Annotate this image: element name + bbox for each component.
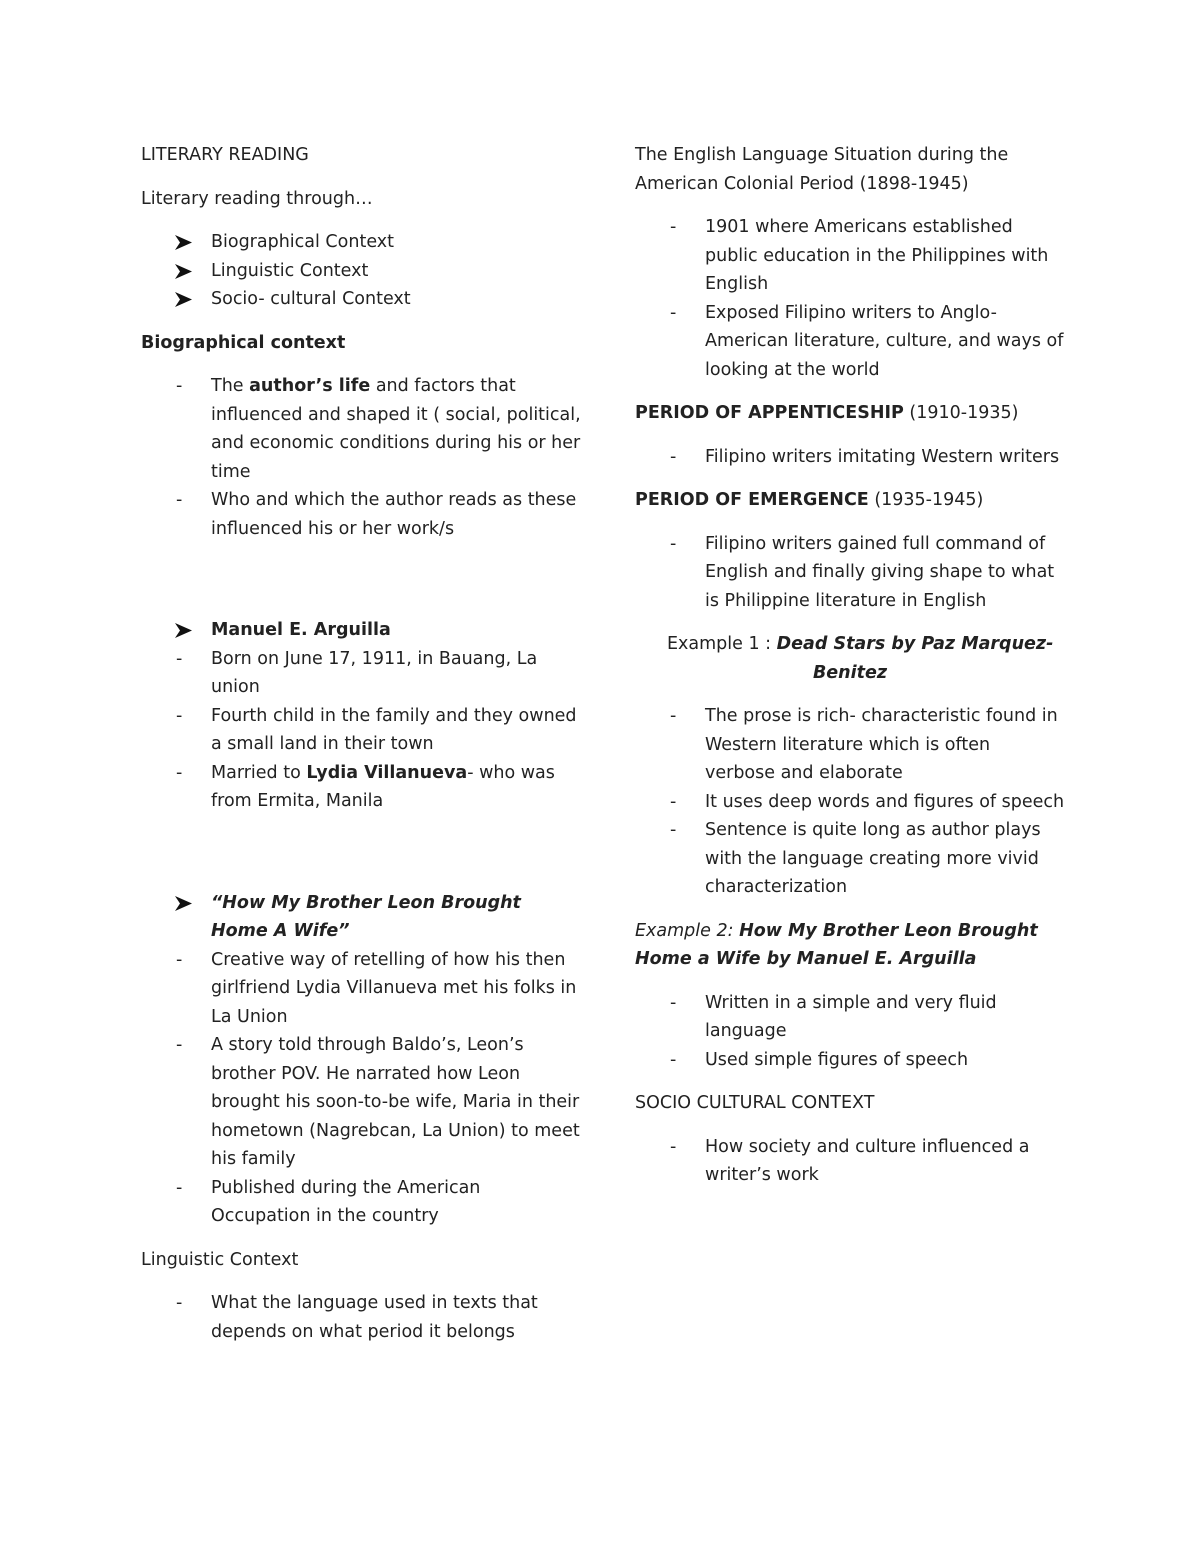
document-title: LITERARY READING: [141, 145, 309, 165]
dash-bullet: -: [176, 762, 183, 783]
author-list: [141, 645, 581, 816]
english-list: [635, 213, 1065, 384]
list-item: Biographical Context: [141, 228, 581, 257]
list-item: - 1901 where Americans established public education in the Philippines with English: [635, 213, 1065, 299]
spacer: [141, 558, 581, 616]
dash-bullet: -: [176, 949, 183, 970]
dash-bullet: -: [670, 1136, 677, 1157]
linguistic-list: [141, 1289, 581, 1346]
list-item: Linguistic Context: [141, 257, 581, 286]
list-item: - It uses deep words and figures of speech: [635, 788, 1065, 817]
dash-bullet: -: [670, 706, 677, 726]
dash-bullet: -: [176, 705, 183, 726]
example1-list: [635, 702, 1065, 902]
example1-heading: Example 1 : Dead Stars by Paz Marquez- Benitez: [667, 634, 1054, 683]
dash-bullet: -: [176, 1293, 183, 1313]
dash-bullet: -: [670, 791, 677, 812]
list-item: - Filipino writers imitating Western writers: [635, 443, 1065, 472]
apprenticeship-list: [635, 443, 1065, 472]
context-list: [141, 228, 581, 314]
socio-cultural-list: [635, 1133, 1065, 1190]
emergence-list: [635, 530, 1065, 616]
dash-bullet: -: [176, 648, 183, 669]
emergence-heading: PERIOD OF EMERGENCE (1935-1945): [635, 490, 984, 510]
story-list: [141, 946, 581, 1231]
list-item: - Married to Lydia Villanueva- who was from Ermita, Manila: [141, 759, 581, 816]
arrow-bullet-icon: [174, 896, 192, 911]
list-item: - Exposed Filipino writers to Anglo-American literature, culture, and ways of looking at the world: [635, 299, 1065, 385]
dash-bullet: -: [670, 446, 677, 467]
dash-bullet: -: [176, 1035, 183, 1055]
biographical-list: [141, 372, 581, 543]
list-item: - The author’s life and factors that influenced and shaped it ( social, political, and economic conditions during his or her time: [141, 372, 581, 486]
list-item: - Who and which the author reads as these influenced his or her work/s: [141, 486, 581, 543]
apprenticeship-heading: PERIOD OF APPENTICESHIP (1910-1935): [635, 403, 1019, 423]
author-heading-list: [141, 616, 581, 645]
arrow-bullet-icon: [174, 264, 192, 279]
story-title: “How My Brother Leon Brought Home A Wife”: [211, 892, 521, 941]
author-name: Manuel E. Arguilla: [211, 620, 391, 640]
spacer: [141, 831, 581, 889]
list-item: - Used simple figures of speech: [635, 1046, 1065, 1075]
example2-list: [635, 989, 1065, 1075]
story-heading-list: [141, 889, 581, 946]
list-item: - Creative way of retelling of how his then girlfriend Lydia Villanueva met his folks in La Union: [141, 946, 581, 1032]
list-item: - What the language used in texts that depends on what period it belongs: [141, 1289, 581, 1346]
list-item: - Published during the American Occupation in the country: [141, 1174, 581, 1231]
right-column: [635, 141, 1065, 1205]
list-item: Socio- cultural Context: [141, 285, 581, 314]
linguistic-heading: Linguistic Context: [141, 1249, 299, 1270]
english-heading: The English Language Situation during the American Colonial Period (1898-1945): [635, 145, 1009, 194]
list-item: - Sentence is quite long as author plays with the language creating more vivid characterization: [635, 816, 1065, 902]
dash-bullet: -: [670, 533, 677, 554]
left-column: [141, 141, 581, 1361]
arrow-bullet-icon: [174, 623, 192, 638]
list-item: - How society and culture influenced a writer’s work: [635, 1133, 1065, 1190]
dash-bullet: -: [670, 992, 677, 1013]
arrow-bullet-icon: [174, 235, 192, 250]
list-item: - Fourth child in the family and they owned a small land in their town: [141, 702, 581, 759]
list-item: - A story told through Baldo’s, Leon’s brother POV. He narrated how Leon brought his soon-to-be wife, Maria in their hometown (Nagrebcan, La Union) to meet his family: [141, 1031, 581, 1174]
dash-bullet: -: [670, 217, 677, 237]
arrow-bullet-icon: [174, 292, 192, 307]
list-item: - Written in a simple and very fluid language: [635, 989, 1065, 1046]
socio-cultural-heading: SOCIO CULTURAL CONTEXT: [635, 1093, 875, 1113]
dash-bullet: -: [670, 1049, 677, 1070]
dash-bullet: -: [176, 1177, 183, 1198]
list-item: [141, 616, 581, 645]
dash-bullet: -: [176, 490, 183, 510]
example2-heading: Example 2: How My Brother Leon Brought Home a Wife by Manuel E. Arguilla: [635, 920, 1038, 969]
dash-bullet: -: [670, 820, 677, 840]
biographical-heading: Biographical context: [141, 332, 346, 353]
dash-bullet: -: [670, 302, 677, 323]
list-item: - The prose is rich- characteristic found in Western literature which is often verbose and elaborate: [635, 702, 1065, 788]
dash-bullet: -: [176, 376, 183, 396]
list-item: - Filipino writers gained full command of English and finally giving shape to what is Philippine literature in English: [635, 530, 1065, 616]
list-item: [141, 889, 581, 946]
list-item: - Born on June 17, 1911, in Bauang, La union: [141, 645, 581, 702]
intro-text: Literary reading through…: [141, 188, 373, 209]
